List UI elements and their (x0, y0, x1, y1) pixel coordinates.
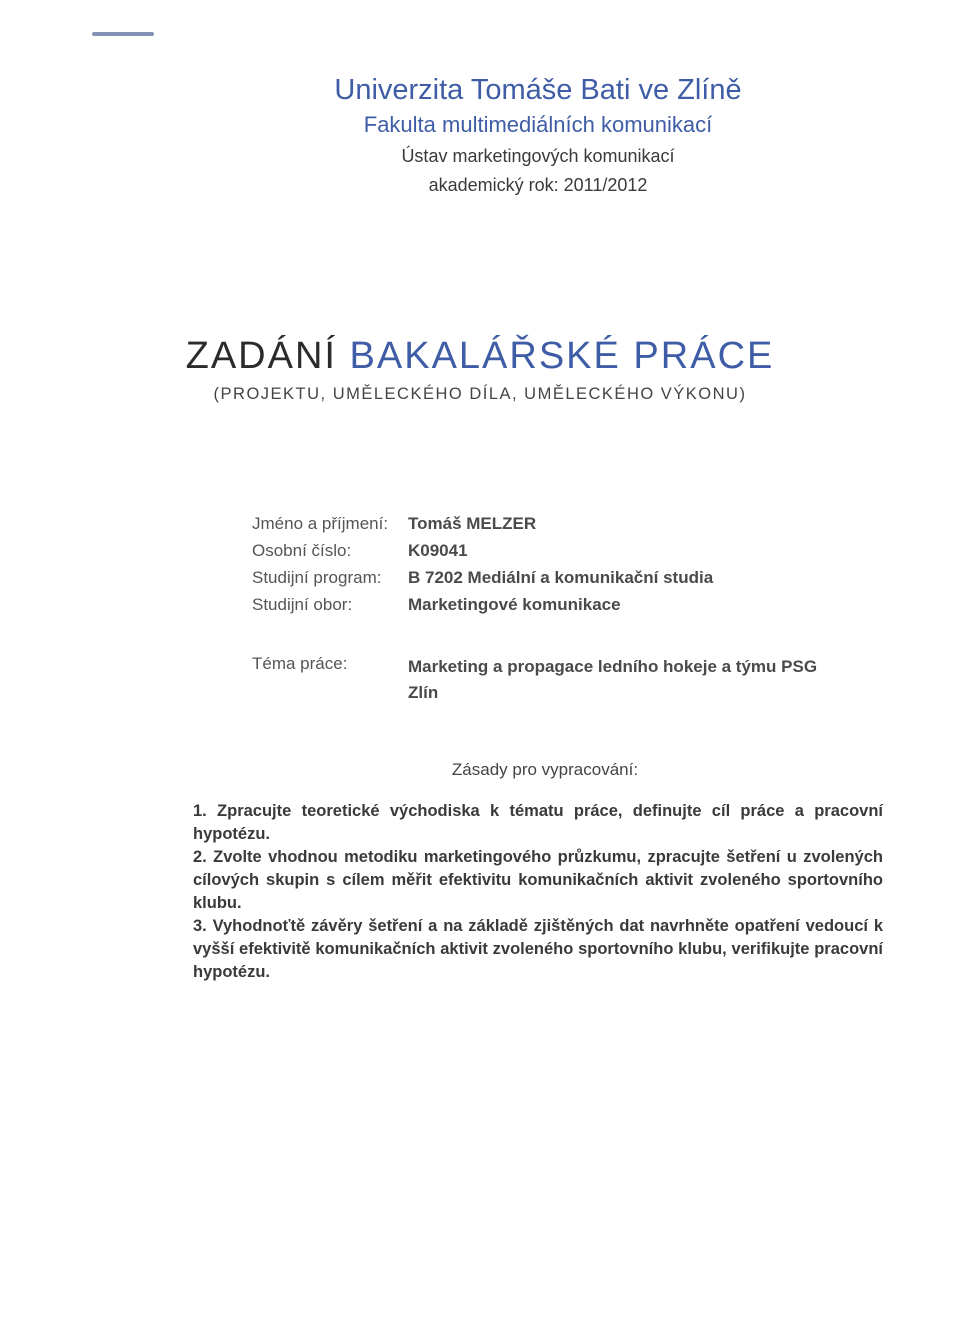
topic-section (252, 654, 828, 706)
info-row-id (252, 541, 713, 568)
principles-list (193, 800, 883, 984)
info-row-program (252, 568, 713, 595)
name-label: Jméno a příjmení: (252, 514, 389, 533)
document-title (0, 332, 960, 380)
program-value: B 7202 Mediální a komunikační studia (408, 568, 714, 587)
faculty-name: Fakulta multimediálních komunikací (363, 112, 713, 137)
student-info (252, 514, 713, 622)
academic-year: akademický rok: 2011/2012 (428, 175, 648, 195)
principle-item-3: 3. Vyhodnoťtě závěry šetření a na základě zjištěných dat navrhněte opatření vedoucí k vyšší efektivitě komunikačních aktivit zvoleného sportovního klubu, verifikujte pracovní hypotézu. (193, 917, 883, 981)
info-row-field (252, 595, 713, 622)
title-block (0, 332, 960, 406)
title-part-2: BAKALÁŘSKÉ PRÁCE (349, 335, 775, 377)
title-part-1: ZADÁNÍ (185, 335, 350, 377)
document-subtitle: (PROJEKTU, UMĚLECKÉHO DÍLA, UMĚLECKÉHO VÝKONU) (213, 385, 747, 403)
principle-item-2: 2. Zvolte vhodnou metodiku marketingového průzkumu, zpracujte šetření u zvolených cílových skupin s cílem měřit efektivitu komunikačních aktivit zvoleného sportovního klubu. (193, 848, 883, 912)
topic-label: Téma práce: (252, 654, 348, 673)
field-value: Marketingové komunikace (408, 595, 621, 614)
scan-mark (92, 32, 154, 36)
institute-name: Ústav marketingových komunikací (401, 146, 675, 166)
name-value: Tomáš MELZER (408, 514, 537, 533)
principle-item-1: 1. Zpracujte teoretické východiska k tématu práce, definujte cíl práce a pracovní hypotézu. (193, 802, 883, 843)
university-name: Univerzita Tomáše Bati ve Zlíně (334, 74, 742, 106)
principles-heading: Zásady pro vypracování: (451, 760, 639, 779)
document-header (0, 70, 960, 200)
info-row-name (252, 514, 713, 541)
id-value: K09041 (408, 541, 468, 560)
field-label: Studijní obor: (252, 595, 353, 614)
program-label: Studijní program: (252, 568, 382, 587)
topic-value: Marketing a propagace ledního hokeje a týmu PSG Zlín (408, 657, 818, 702)
id-label: Osobní číslo: (252, 541, 352, 560)
